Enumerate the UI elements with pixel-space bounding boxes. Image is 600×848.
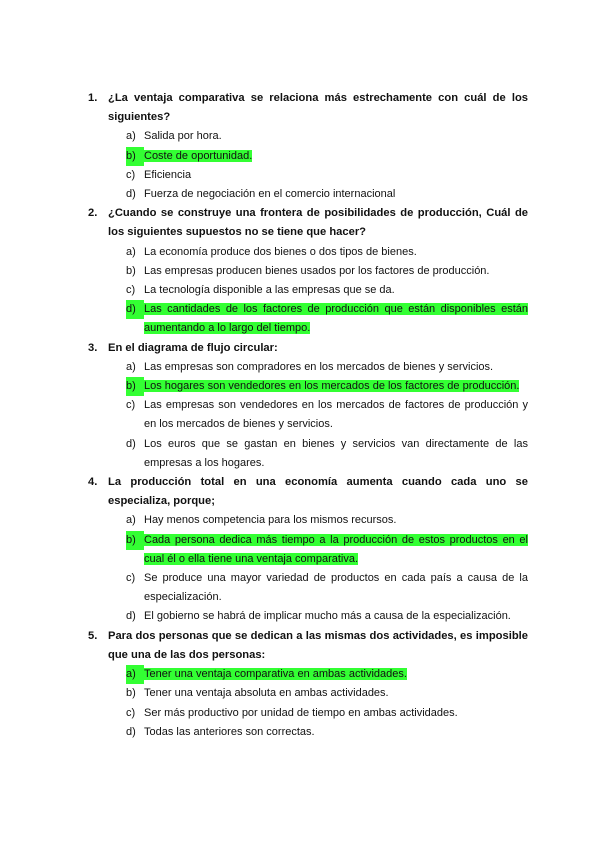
question-number: 1.	[88, 92, 98, 104]
option-label: c)	[126, 706, 136, 719]
question-text: En el diagrama de flujo circular:	[108, 341, 278, 354]
option-text: Los euros que se gastan en bienes y servicios van directamente de las empresas a los hogares.	[144, 437, 528, 469]
option-text-wrapper	[144, 704, 528, 723]
option-label: d)	[126, 437, 136, 450]
option-label: b)	[126, 531, 144, 550]
option-label: a)	[126, 245, 136, 258]
options-list	[88, 243, 528, 339]
question-number: 4.	[88, 476, 98, 489]
options-list	[88, 127, 528, 204]
option-label: a)	[126, 514, 136, 527]
option-text: Las empresas son compradores en los mercados de bienes y servicios.	[144, 360, 494, 373]
option-text-wrapper	[144, 569, 528, 607]
option-text-wrapper	[144, 377, 528, 396]
option	[88, 185, 528, 204]
option-text: Eficiencia	[144, 168, 192, 181]
question-text: ¿La ventaja comparativa se relaciona más estrechamente con cuál de los siguientes?	[108, 92, 528, 124]
option-correct	[88, 531, 528, 569]
option	[88, 166, 528, 185]
question-text: ¿Cuando se construye una frontera de posibilidades de producción, Cuál de los siguientes supuestos no se tiene que hacer?	[108, 207, 528, 239]
question-number: 2.	[88, 207, 98, 220]
question-block	[88, 204, 528, 338]
option-text-wrapper	[144, 665, 528, 684]
option-text: Se produce una mayor variedad de productos en cada país a causa de la especialización.	[144, 572, 528, 604]
option	[88, 511, 528, 530]
option-text-wrapper	[144, 262, 528, 281]
option-correct	[88, 665, 528, 684]
option-text-wrapper	[144, 511, 528, 530]
option-label: d)	[126, 300, 144, 319]
option-text-wrapper	[144, 281, 528, 300]
option	[88, 607, 528, 626]
option-text: Tener una ventaja comparativa en ambas actividades.	[144, 668, 407, 681]
question	[88, 89, 528, 127]
question	[88, 627, 528, 665]
question-block	[88, 339, 528, 473]
option-text: Los hogares son vendedores en los mercados de los factores de producción.	[144, 380, 520, 393]
option	[88, 358, 528, 377]
question-text: La producción total en una economía aumenta cuando cada uno se especializa, porque;	[108, 476, 528, 508]
option	[88, 704, 528, 723]
option-label: b)	[126, 377, 144, 396]
option	[88, 723, 528, 742]
option-text-wrapper	[144, 185, 528, 204]
option-text: Las empresas son vendedores en los mercados de factores de producción y en los mercados de bienes y servicios.	[144, 399, 528, 431]
options-list	[88, 665, 528, 742]
question-number: 3.	[88, 341, 98, 354]
option-text-wrapper	[144, 435, 528, 473]
option-text-wrapper	[144, 166, 528, 185]
options-list	[88, 358, 528, 473]
question-number: 5.	[88, 629, 98, 642]
option-label: c)	[126, 572, 136, 585]
option-text-wrapper	[144, 300, 528, 338]
option-text-wrapper	[144, 607, 528, 626]
option-text: Hay menos competencia para los mismos recursos.	[144, 514, 397, 527]
option-text: Las cantidades de los factores de producción que están disponibles están aumentando a lo largo del tiempo.	[144, 303, 528, 335]
option-label: b)	[126, 687, 136, 700]
option	[88, 281, 528, 300]
option-text: El gobierno se habrá de implicar mucho más a causa de la especialización.	[144, 610, 511, 623]
option-label: d)	[126, 188, 136, 201]
option-text: La tecnología disponible a las empresas que se da.	[144, 284, 395, 297]
option-text: Tener una ventaja absoluta en ambas actividades.	[144, 687, 389, 700]
option-text: Salida por hora.	[144, 130, 222, 143]
option-text: Ser más productivo por unidad de tiempo en ambas actividades.	[144, 706, 458, 719]
option-label: a)	[126, 360, 136, 373]
option-label: d)	[126, 610, 136, 623]
question-text: Para dos personas que se dedican a las mismas dos actividades, es imposible que una de las dos personas:	[108, 629, 528, 661]
options-list	[88, 511, 528, 626]
option-text-wrapper	[144, 396, 528, 434]
option-label: a)	[126, 130, 136, 143]
option-text: Cada persona dedica más tiempo a la producción de estos productos en el cual él o ella tiene una ventaja comparativa.	[144, 533, 528, 565]
option	[88, 569, 528, 607]
question-block	[88, 473, 528, 627]
option-text-wrapper	[144, 723, 528, 742]
option-correct	[88, 377, 528, 396]
option-text: Coste de oportunidad.	[144, 149, 253, 162]
option	[88, 396, 528, 434]
option-text-wrapper	[144, 531, 528, 569]
option-text-wrapper	[144, 147, 528, 166]
option	[88, 435, 528, 473]
option-label: c)	[126, 284, 136, 297]
option-text-wrapper	[144, 358, 528, 377]
option-text: Las empresas producen bienes usados por los factores de producción.	[144, 264, 490, 277]
option-text-wrapper	[144, 243, 528, 262]
question	[88, 473, 528, 511]
option-text: La economía produce dos bienes o dos tipos de bienes.	[144, 245, 417, 258]
option-correct	[88, 300, 528, 338]
option-label: c)	[126, 168, 136, 181]
question-block	[88, 627, 528, 742]
option-label: d)	[126, 725, 136, 738]
option-correct	[88, 147, 528, 166]
option-label: a)	[126, 665, 144, 684]
option-label: c)	[126, 399, 136, 412]
question-block	[88, 89, 528, 204]
option-text: Todas las anteriores son correctas.	[144, 725, 315, 738]
option	[88, 127, 528, 146]
option-label: b)	[126, 264, 136, 277]
question	[88, 339, 528, 358]
option-text-wrapper	[144, 684, 528, 703]
option	[88, 684, 528, 703]
option-text: Fuerza de negociación en el comercio internacional	[144, 188, 396, 201]
option	[88, 262, 528, 281]
option-text-wrapper	[144, 127, 528, 146]
option	[88, 243, 528, 262]
option-label: b)	[126, 147, 144, 166]
question	[88, 204, 528, 242]
